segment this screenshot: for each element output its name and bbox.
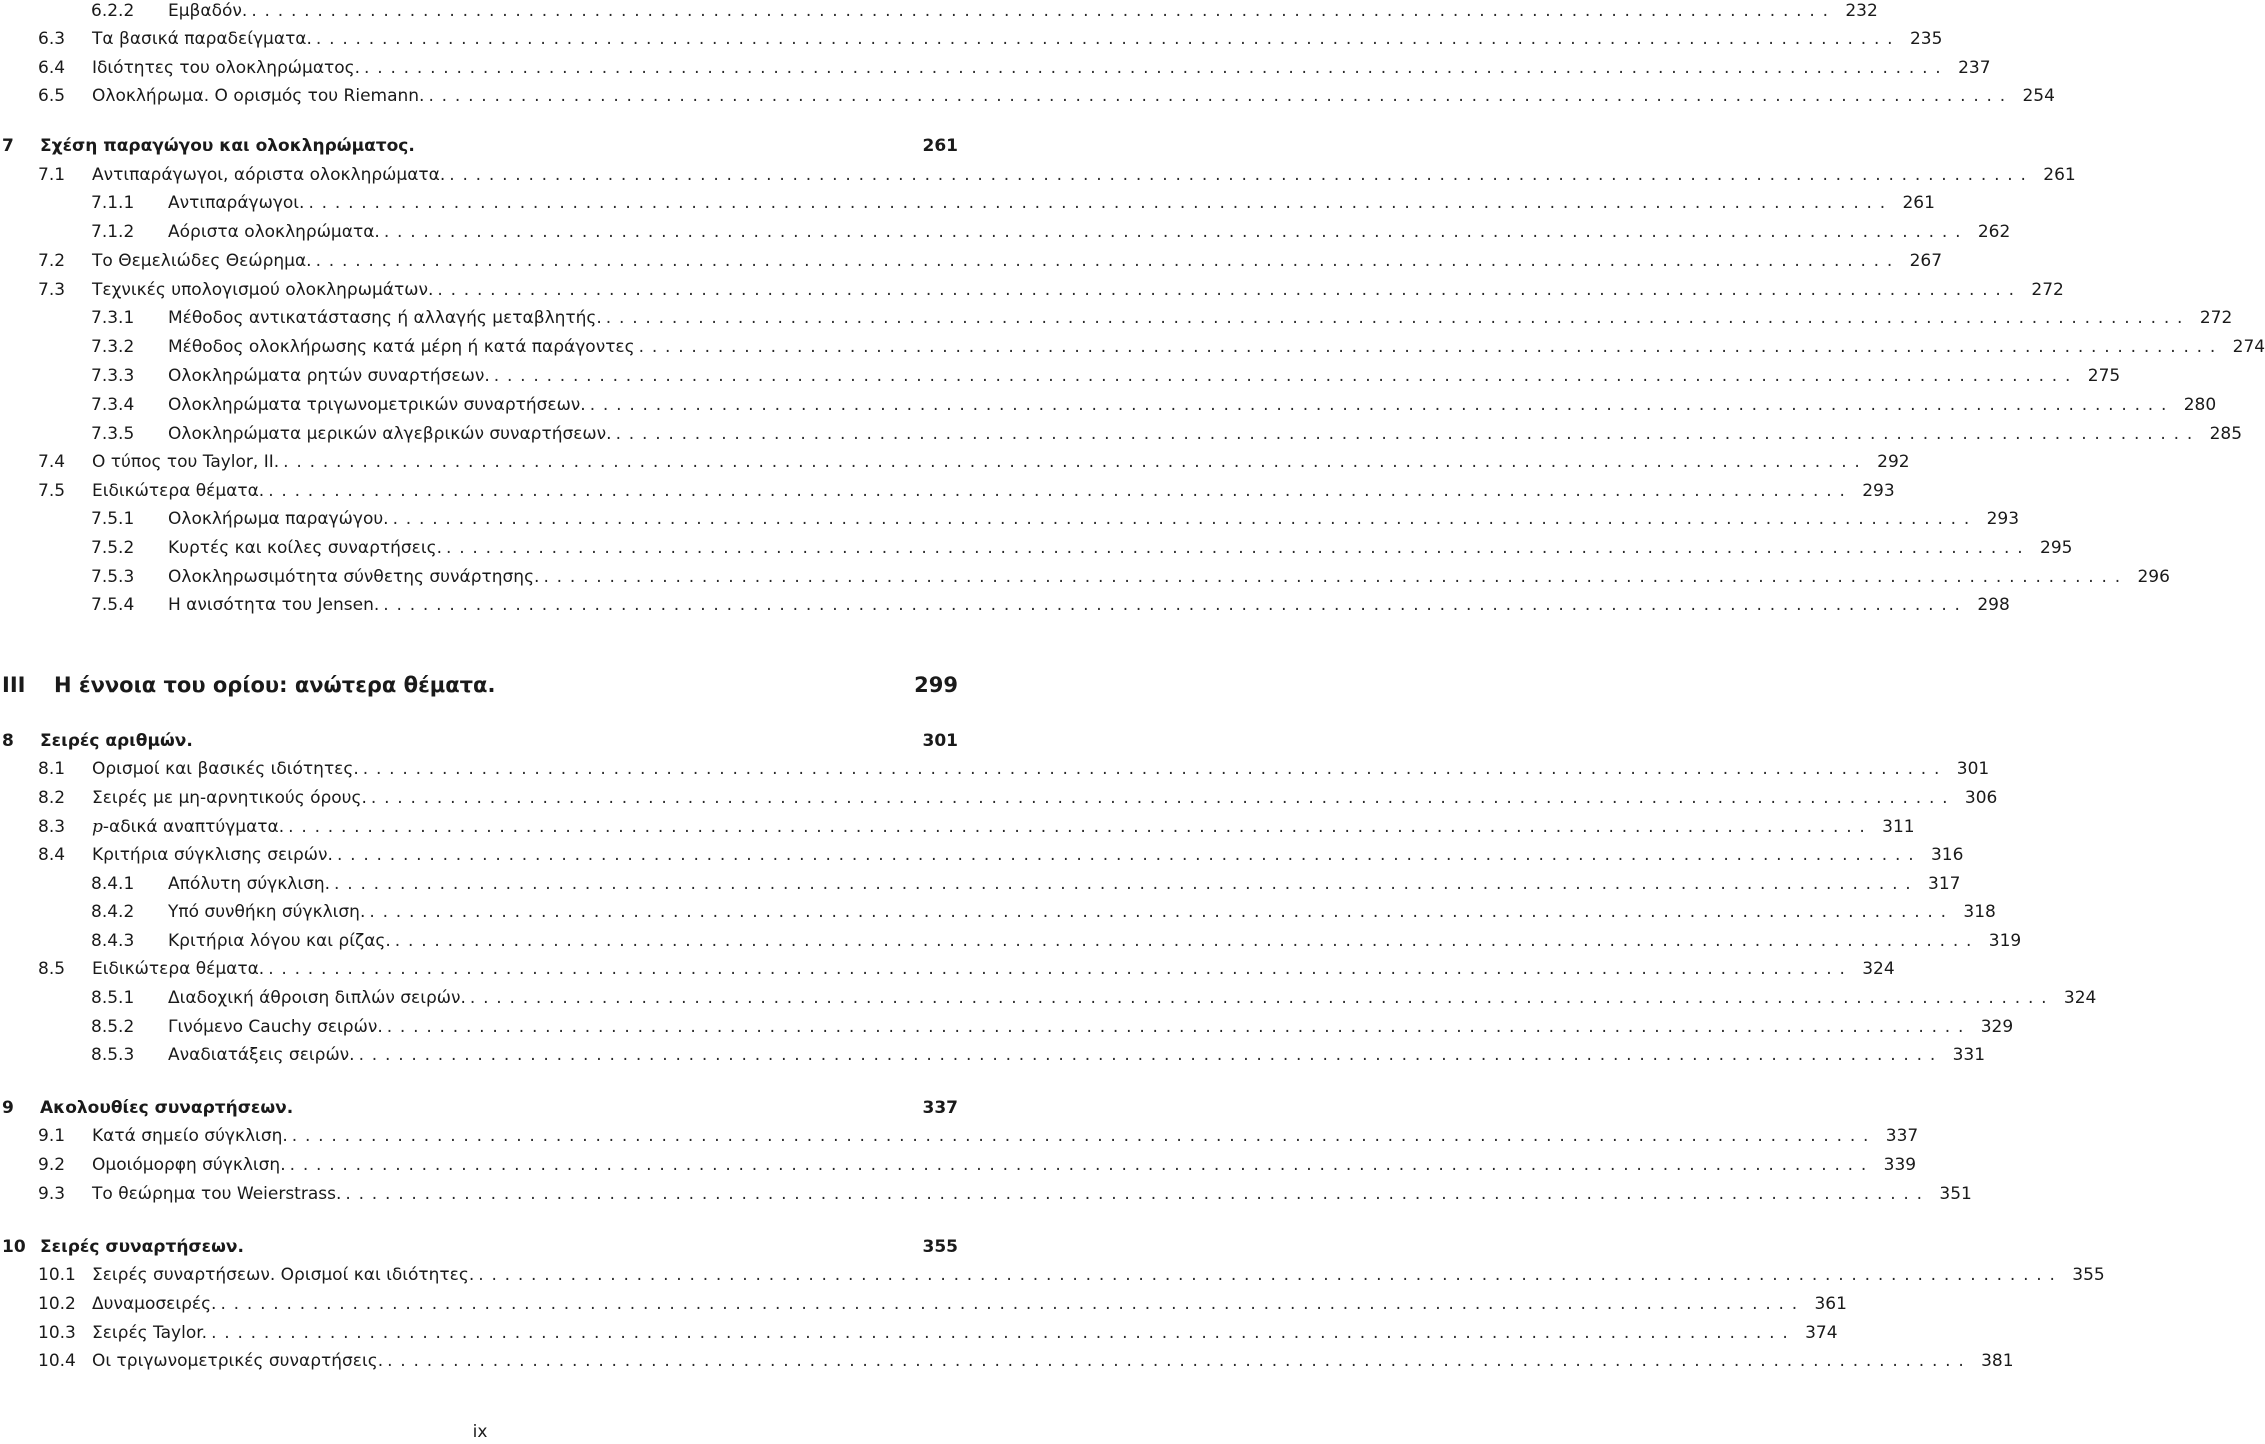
toc-entry[interactable] <box>0 1261 2105 1289</box>
toc-entry[interactable] <box>0 727 958 755</box>
toc-entry-page: 337 <box>922 1098 958 1118</box>
toc-entry-title: Το Θεμελιώδες Θεώρημα. <box>92 251 312 271</box>
toc-entry-page: 299 <box>914 673 958 697</box>
toc-entry[interactable] <box>0 813 1915 841</box>
toc-entry-number: 7.3 <box>38 280 66 300</box>
toc-entry[interactable] <box>0 1180 1972 1208</box>
toc-entry-number: 8.3 <box>38 817 66 837</box>
dot-leader: ........................................................................................................................ <box>605 308 2191 328</box>
toc-entry[interactable] <box>0 362 2121 390</box>
toc-entry-number: 8.4 <box>38 845 66 865</box>
toc-entry-title: p-αδικά αναπτύγματα. <box>92 817 285 837</box>
toc-entry[interactable] <box>0 927 2022 955</box>
toc-entry[interactable] <box>0 1013 2014 1041</box>
dot-leader: ........................................................................................................................ <box>334 874 1919 894</box>
toc-entry-page: 319 <box>1988 931 2022 951</box>
toc-entry[interactable] <box>0 898 1996 926</box>
toc-entry[interactable] <box>0 1122 1919 1150</box>
dot-leader: ........................................................................................................................ <box>220 1294 1805 1314</box>
dot-leader: ........................................................................................................................ <box>589 395 2175 415</box>
toc-entry-number: 8.4.2 <box>91 902 135 922</box>
toc-entry-page: 285 <box>2209 424 2243 444</box>
dot-leader: ........................................................................................................................ <box>449 165 2034 185</box>
dot-leader: ........................................................................................................................ <box>370 788 1956 808</box>
dot-leader: ........................................................................................................................ <box>283 452 1868 472</box>
toc-entry[interactable] <box>0 1151 1917 1179</box>
toc-entry-page: 301 <box>1956 759 1990 779</box>
toc-entry-title: Κριτήρια λόγου και ρίζας. <box>168 931 391 951</box>
toc-entry-title: Τεχνικές υπολογισμού ολοκληρωμάτων. <box>92 280 434 300</box>
toc-entry-title: Σχέση παραγώγου και ολοκληρώματος. <box>40 136 415 156</box>
toc-entry-page: 329 <box>1980 1017 2014 1037</box>
toc-entry[interactable] <box>0 25 1943 53</box>
toc-entry-number: 6.5 <box>38 86 66 106</box>
toc-entry-page: 295 <box>2040 538 2073 558</box>
dot-leader: ........................................................................................................................ <box>445 538 2031 558</box>
toc-entry-page: 232 <box>1845 1 1878 21</box>
dot-leader: ........................................................................................................................ <box>315 29 1901 49</box>
toc-entry-number: 7.3.1 <box>91 308 135 328</box>
toc-entry-title: Αναδιατάξεις σειρών. <box>168 1045 355 1065</box>
toc-entry[interactable] <box>0 563 2170 591</box>
dot-leader: ........................................................................................................................ <box>268 959 1853 979</box>
toc-entry[interactable] <box>0 591 2010 619</box>
toc-entry-title: Ακολουθίες συναρτήσεων. <box>40 1098 294 1118</box>
toc-entry-page: 235 <box>1909 29 1943 49</box>
toc-entry-title: Ειδικώτερα θέματα. <box>92 481 265 501</box>
toc-entry[interactable] <box>0 0 1878 25</box>
toc-entry[interactable] <box>0 218 2011 246</box>
toc-entry[interactable] <box>0 247 1943 275</box>
toc-entry-number: 9 <box>2 1098 14 1118</box>
toc-entry-page: 275 <box>2087 366 2121 386</box>
toc-entry-title: Ομοιόμορφη σύγκλιση. <box>92 1155 286 1175</box>
toc-entry-number: 7 <box>2 136 14 156</box>
toc-entry-number: 7.5.1 <box>91 509 135 529</box>
toc-entry-number: 7.3.4 <box>91 395 135 415</box>
toc-entry-number: 9.1 <box>38 1126 66 1146</box>
toc-entry-title: Σειρές συναρτήσεων. <box>40 1237 244 1257</box>
toc-entry[interactable] <box>0 1041 1986 1069</box>
toc-entry-title: Εμβαδόν. <box>168 1 248 21</box>
toc-entry-number: III <box>2 673 26 697</box>
toc-entry-title: Αντιπαράγωγοι. <box>168 193 305 213</box>
toc-entry-title: Ολοκληρωσιμότητα σύνθετης συνάρτησης. <box>168 567 540 587</box>
toc-entry-number: 7.5.3 <box>91 567 135 587</box>
toc-entry-page: 272 <box>2199 308 2233 328</box>
toc-entry-number: 8.5.1 <box>91 988 135 1008</box>
toc-entry-title: Υπό συνθήκη σύγκλιση. <box>168 902 366 922</box>
toc-entry-number: 7.5.2 <box>91 538 135 558</box>
toc-entry-title: Αντιπαράγωγοι, αόριστα ολοκληρώματα. <box>92 165 446 185</box>
toc-entry-number: 8.1 <box>38 759 66 779</box>
toc-entry-title: Μέθοδος αντικατάστασης ή αλλαγής μεταβλητής. <box>168 308 602 328</box>
toc-entry[interactable] <box>0 333 2265 361</box>
dot-leader: ........................................................................................................................ <box>383 595 1968 615</box>
toc-entry[interactable] <box>0 1233 958 1261</box>
toc-entry-number: 10.4 <box>38 1351 76 1371</box>
toc-entry-page: 324 <box>1862 959 1895 979</box>
toc-entry[interactable] <box>0 784 1998 812</box>
toc-entry-page: 254 <box>2022 86 2055 106</box>
toc-entry[interactable] <box>0 448 1910 476</box>
dot-leader: ........................................................................................................................ <box>383 222 1969 242</box>
toc-entry-page: 361 <box>1814 1294 1847 1314</box>
dot-leader: ........................................................................................................................ <box>288 817 1873 837</box>
toc-entry-title: Οι τριγωνομετρικές συναρτήσεις. <box>92 1351 384 1371</box>
dot-leader: ........................................................................................................................ <box>336 845 1922 865</box>
toc-entry[interactable] <box>0 1290 1847 1318</box>
toc-entry-title: Μέθοδος ολοκλήρωσης κατά μέρη ή κατά παράγοντες <box>168 337 635 357</box>
dot-leader: ........................................................................................................................ <box>364 58 1949 78</box>
toc-entry-page: 267 <box>1909 251 1943 271</box>
toc-entry-number: 7.1.2 <box>91 222 135 242</box>
dot-leader: ........................................................................................................................ <box>469 988 2055 1008</box>
toc-entry-title: Διαδοχική άθροιση διπλών σειρών. <box>168 988 466 1008</box>
toc-entry-number: 7.5 <box>38 481 66 501</box>
toc-entry-title: Ολοκληρώματα μερικών αλγεβρικών συναρτήσεων. <box>168 424 612 444</box>
toc-entry-number: 8.5 <box>38 959 66 979</box>
toc-entry-title: Γινόμενο Cauchy σειρών. <box>168 1017 383 1037</box>
dot-leader: ........................................................................................................................ <box>428 86 2013 106</box>
toc-entry-title: Κριτήρια σύγκλισης σειρών. <box>92 845 333 865</box>
toc-entry-page: 351 <box>1939 1184 1972 1204</box>
toc-entry-number: 8.5.3 <box>91 1045 135 1065</box>
toc-entry-number: 8.4.1 <box>91 874 135 894</box>
dot-leader: ........................................................................................................................ <box>638 337 2224 357</box>
toc-entry-page: 261 <box>922 136 958 156</box>
toc-entry-page: 272 <box>2031 280 2064 300</box>
toc-entry-number: 6.4 <box>38 58 66 78</box>
toc-entry-page: 293 <box>1986 509 2020 529</box>
toc-entry[interactable] <box>0 841 1964 869</box>
toc-entry[interactable] <box>0 534 2073 562</box>
toc-entry[interactable] <box>0 391 2217 419</box>
toc-entry-number: 7.4 <box>38 452 66 472</box>
toc-entry-page: 306 <box>1964 788 1998 808</box>
toc-entry-title: Ιδιότητες του ολοκληρώματος. <box>92 58 361 78</box>
toc-entry-number: 8.5.2 <box>91 1017 135 1037</box>
dot-leader: ........................................................................................................................ <box>362 759 1948 779</box>
toc-entry-page: 311 <box>1882 817 1915 837</box>
dot-leader: ........................................................................................................................ <box>394 931 1980 951</box>
dot-leader: ........................................................................................................................ <box>386 1017 1972 1037</box>
toc-entry[interactable] <box>0 668 958 702</box>
dot-leader: ........................................................................................................................ <box>289 1155 1875 1175</box>
toc-entry-page: 293 <box>1862 481 1895 501</box>
toc-entry-title: Κυρτές και κοίλες συναρτήσεις. <box>168 538 442 558</box>
toc-entry-title: Η έννοια του ορίου: ανώτερα θέματα. <box>54 673 496 697</box>
dot-leader: ........................................................................................................................ <box>315 251 1901 271</box>
toc-entry[interactable] <box>0 477 1895 505</box>
toc-entry-page: 339 <box>1883 1155 1917 1175</box>
toc-entry[interactable] <box>0 304 2233 332</box>
toc-entry-number: 7.1 <box>38 165 66 185</box>
toc-entry-page: 316 <box>1930 845 1964 865</box>
toc-entry[interactable] <box>0 1094 958 1122</box>
toc-entry-number: 6.3 <box>38 29 66 49</box>
toc-entry-title: Ολοκληρώματα τριγωνομετρικών συναρτήσεων. <box>168 395 586 415</box>
toc-entry[interactable] <box>0 505 2020 533</box>
dot-leader: ........................................................................................................................ <box>478 1265 2063 1285</box>
dot-leader: ........................................................................................................................ <box>268 481 1853 501</box>
toc-entry-page: 337 <box>1885 1126 1919 1146</box>
toc-entry-title: Κατά σημείο σύγκλιση. <box>92 1126 288 1146</box>
toc-entry-title: Ο τύπος του Taylor, II. <box>92 452 280 472</box>
toc-entry-title: Σειρές με μη-αρνητικούς όρους. <box>92 788 367 808</box>
dot-leader: ........................................................................................................................ <box>392 509 1978 529</box>
toc-entry-page: 355 <box>922 1237 958 1257</box>
toc-entry-number: 7.3.2 <box>91 337 135 357</box>
toc-entry-title: Απόλυτη σύγκλιση. <box>168 874 331 894</box>
toc-entry-page: 318 <box>1963 902 1996 922</box>
toc-entry[interactable] <box>0 870 1961 898</box>
toc-entry-number: 7.2 <box>38 251 66 271</box>
toc-entry-page: 274 <box>2232 337 2265 357</box>
toc-entry-number: 8.2 <box>38 788 66 808</box>
toc-entry-page: 292 <box>1877 452 1910 472</box>
toc-entry[interactable] <box>0 1319 1838 1347</box>
dot-leader: ........................................................................................................................ <box>615 424 2201 444</box>
toc-entry-title: Αόριστα ολοκληρώματα. <box>168 222 380 242</box>
toc-entry[interactable] <box>0 1347 2014 1375</box>
toc-entry-title: Τα βασικά παραδείγματα. <box>92 29 312 49</box>
toc-entry[interactable] <box>0 82 2055 110</box>
toc-entry-title: Ορισμοί και βασικές ιδιότητες. <box>92 759 359 779</box>
toc-entry-page: 261 <box>2043 165 2076 185</box>
toc-entry-page: 381 <box>1981 1351 2014 1371</box>
dot-leader: ........................................................................................................................ <box>437 280 2022 300</box>
toc-entry[interactable] <box>0 955 1895 983</box>
toc-entry-title: Ολοκλήρωμα παραγώγου. <box>168 509 389 529</box>
dot-leader: ........................................................................................................................ <box>251 1 1836 21</box>
page-number: ix <box>472 1422 488 1442</box>
toc-entry[interactable] <box>0 189 1935 217</box>
toc-entry[interactable] <box>0 420 2243 448</box>
dot-leader: ........................................................................................................................ <box>387 1351 1972 1371</box>
dot-leader: ........................................................................................................................ <box>358 1045 1944 1065</box>
toc-entry-title: Ειδικώτερα θέματα. <box>92 959 265 979</box>
toc-entry-number: 7.1.1 <box>91 193 135 213</box>
toc-entry-page: 261 <box>1902 193 1935 213</box>
toc-entry-number: 10.2 <box>38 1294 76 1314</box>
toc-entry-number: 10.3 <box>38 1323 76 1343</box>
toc-entry-page: 374 <box>1805 1323 1838 1343</box>
toc-entry-title: Το θεώρημα του Weierstrass. <box>92 1184 342 1204</box>
toc-entry[interactable] <box>0 984 2097 1012</box>
dot-leader: ........................................................................................................................ <box>345 1184 1930 1204</box>
toc-entry-title: Σειρές συναρτήσεων. Ορισμοί και ιδιότητες. <box>92 1265 475 1285</box>
dot-leader: ........................................................................................................................ <box>211 1323 1796 1343</box>
toc-entry-page: 331 <box>1952 1045 1986 1065</box>
toc-entry-page: 298 <box>1977 595 2010 615</box>
toc-entry-page: 355 <box>2072 1265 2105 1285</box>
toc-entry-title: Ολοκληρώματα ρητών συναρτήσεων. <box>168 366 490 386</box>
toc-entry-page: 280 <box>2183 395 2217 415</box>
toc-entry-page: 301 <box>922 731 958 751</box>
toc-entry-page: 262 <box>1977 222 2011 242</box>
toc-entry-number: 7.3.5 <box>91 424 135 444</box>
toc-entry-page: 317 <box>1928 874 1961 894</box>
dot-leader: ........................................................................................................................ <box>308 193 1893 213</box>
toc-entry-title: Ολοκλήρωμα. Ο ορισμός του Riemann. <box>92 86 425 106</box>
toc-entry-title: Σειρές αριθμών. <box>40 731 193 751</box>
toc-entry[interactable] <box>0 132 958 160</box>
dot-leader: ........................................................................................................................ <box>543 567 2128 587</box>
toc-entry-number: 9.3 <box>38 1184 66 1204</box>
toc-entry-number: 8 <box>2 731 14 751</box>
toc-entry-number: 10 <box>2 1237 26 1257</box>
toc-entry-number: 7.5.4 <box>91 595 135 615</box>
toc-entry[interactable] <box>0 161 2076 189</box>
toc-entry-number: 9.2 <box>38 1155 66 1175</box>
toc-entry-number: 10.1 <box>38 1265 76 1285</box>
toc-entry[interactable] <box>0 755 1990 783</box>
toc-entry[interactable] <box>0 54 1991 82</box>
toc-entry-number: 6.2.2 <box>91 1 135 21</box>
dot-leader: ........................................................................................................................ <box>493 366 2079 386</box>
toc-entry-page: 324 <box>2063 988 2097 1008</box>
dot-leader: ........................................................................................................................ <box>369 902 1954 922</box>
toc-entry-title: Η ανισότητα του Jensen. <box>168 595 380 615</box>
toc-entry-page: 237 <box>1958 58 1991 78</box>
toc-entry-title: Σειρές Taylor. <box>92 1323 208 1343</box>
toc-entry-page: 296 <box>2137 567 2170 587</box>
dot-leader: ........................................................................................................................ <box>291 1126 1877 1146</box>
toc-entry[interactable] <box>0 276 2064 304</box>
toc-entry-number: 7.3.3 <box>91 366 135 386</box>
toc-entry-title: Δυναμοσειρές. <box>92 1294 217 1314</box>
toc-entry-number: 8.4.3 <box>91 931 135 951</box>
